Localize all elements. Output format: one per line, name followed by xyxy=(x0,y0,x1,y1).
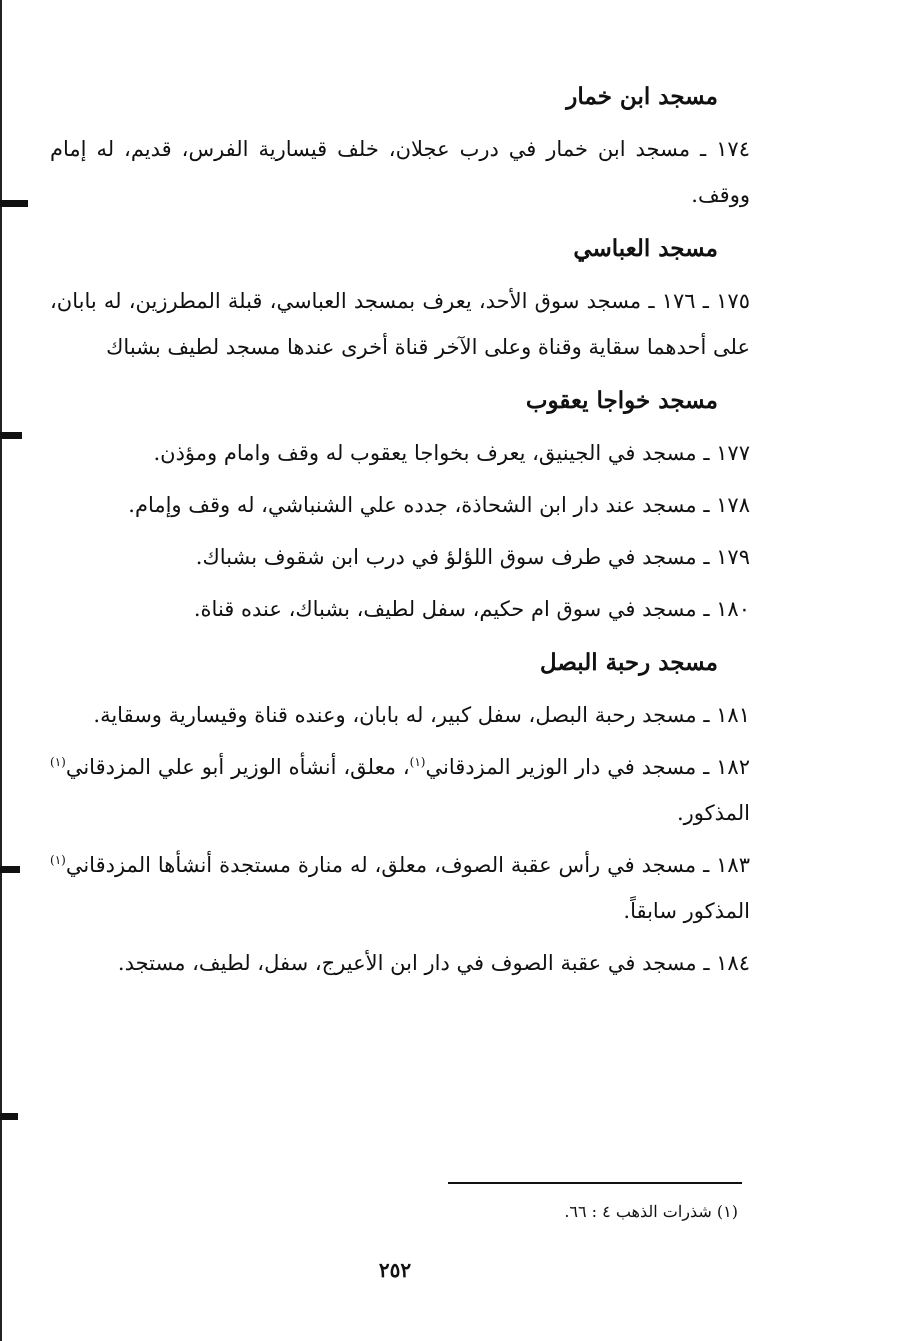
edge-mark xyxy=(0,200,28,207)
entry-179: ١٧٩ ـ مسجد في طرف سوق اللؤلؤ في درب ابن شقوف بشباك. xyxy=(195,545,750,569)
entry-text: المذكور. xyxy=(676,801,750,825)
section-heading: مسجد خواجا يعقوب xyxy=(525,387,718,414)
footnote-ref: (١) xyxy=(50,853,66,867)
entry-183 xyxy=(50,842,750,934)
edge-mark xyxy=(0,866,20,873)
entry-184: ١٨٤ ـ مسجد في عقبة الصوف في دار ابن الأعيرج، سفل، لطيف، مستجد. xyxy=(117,951,750,975)
entry-text: ١٨٣ ـ مسجد في رأس عقبة الصوف، معلق، له منارة مستجدة أنشأها المزدقاني xyxy=(65,853,750,877)
entry-175-176: ١٧٥ ـ ١٧٦ ـ مسجد سوق الأحد، يعرف بمسجد العباسي، قبلة المطرزين، له بابان، على أحدهما سقاية وقناة وعلى الآخر قناة أخرى عندها مسجد لطيف بشباك xyxy=(50,289,750,359)
section-rahbat-albasal xyxy=(50,646,750,986)
entry-177: ١٧٧ ـ مسجد في الجينيق، يعرف بخواجا يعقوب له وقف وامام ومؤذن. xyxy=(153,441,750,465)
footnote: (١) شذرات الذهب ٤ : ٦٦. xyxy=(564,1202,738,1221)
edge-mark xyxy=(0,1113,18,1120)
entry-180: ١٨٠ ـ مسجد في سوق ام حكيم، سفل لطيف، بشباك، عنده قناة. xyxy=(193,597,750,621)
main-content xyxy=(50,80,750,1000)
edge-mark xyxy=(0,432,22,439)
section-ibn-khumar xyxy=(50,80,750,218)
section-abbasi xyxy=(50,232,750,370)
section-khawaja-yaqub xyxy=(50,384,750,632)
section-heading: مسجد العباسي xyxy=(573,235,718,262)
section-heading: مسجد ابن خمار xyxy=(566,83,718,110)
entry-text: ١٨٢ ـ مسجد في دار الوزير المزدقاني xyxy=(425,755,750,779)
entry-178: ١٧٨ ـ مسجد عند دار ابن الشحاذة، جدده علي الشنباشي، له وقف وإمام. xyxy=(128,493,750,517)
footnote-ref: (١) xyxy=(50,755,66,769)
entry-text: المذكور سابقاً. xyxy=(623,899,750,923)
footnote-ref: (١) xyxy=(409,755,426,769)
entry-text: ، معلق، أنشأه الوزير أبو علي المزدقاني xyxy=(65,755,410,779)
entry-174: ١٧٤ ـ مسجد ابن خمار في درب عجلان، خلف قيسارية الفرس، قديم، له إمام ووقف. xyxy=(50,137,750,207)
page-number: ٢٥٢ xyxy=(378,1258,412,1282)
section-heading: مسجد رحبة البصل xyxy=(539,649,718,676)
entry-182 xyxy=(50,744,750,836)
footnote-divider xyxy=(448,1182,742,1184)
entry-181: ١٨١ ـ مسجد رحبة البصل، سفل كبير، له بابان، وعنده قناة وقيسارية وسقاية. xyxy=(93,703,750,727)
